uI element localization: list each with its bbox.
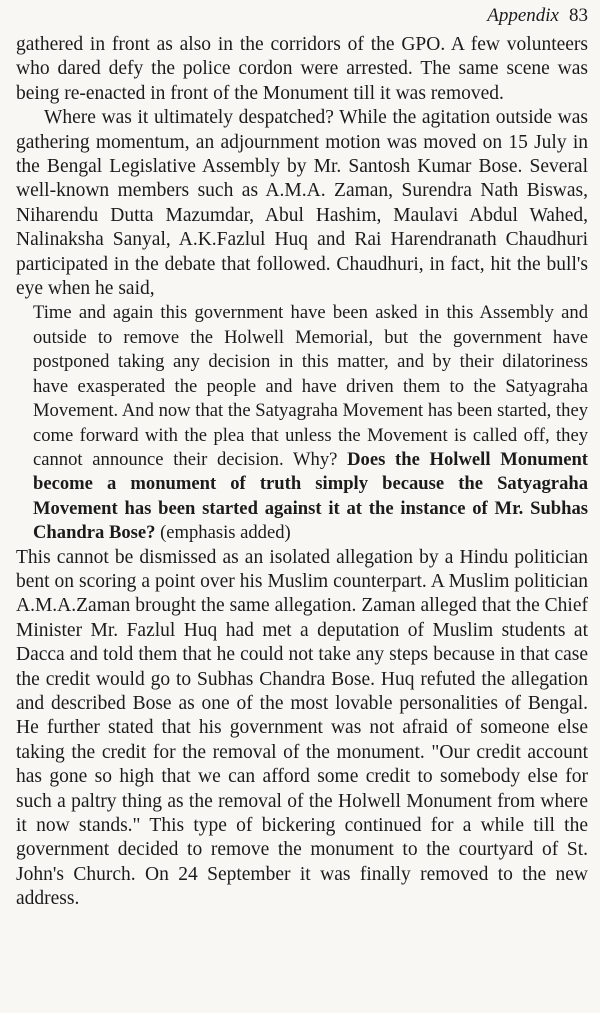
paragraph-adjournment-motion: Where was it ultimately despatched? While the agitation outside was gathering momentum, an adjournment motion was moved on 15 July in the Bengal Legislative Assembly by Mr. Santosh Kumar Bose. Several well-known members such as A.M.A. Zaman, Surendra Nath Biswas, Niharendu Dutta Mazumdar, Abul Hashim, Maulavi Abdul Wahed, Nalinaksha Sanyal, A.K.Fazlul Huq and Rai Harendranath Chaudhuri participated in the debate that followed. Chaudhuri, in fact, hit the bull's eye when he said, bbox=[16, 107, 588, 300]
block-quote bbox=[33, 301, 588, 545]
section-title: Appendix bbox=[487, 5, 559, 26]
quote-why: Why? bbox=[293, 448, 338, 470]
quote-emphasis: Does the Holwell Monument become a monument of truth simply because the Satyagraha Movement has been started against it at the instance of Mr. Subhas Chandra Bose? bbox=[33, 448, 588, 544]
page-number: 83 bbox=[569, 5, 588, 26]
paragraph-allegation: This cannot be dismissed as an isolated allegation by a Hindu politician bent on scoring a point over his Muslim counterpart. A Muslim politician A.M.A.Zaman brought the same allegation. Zaman alleged that the Chief Minister Mr. Fazlul Huq had met a deputation of Muslim students at Dacca and told them that he could not take any steps because in that case the credit would go to Subhas Chandra Bose. Huq refuted the allegation and described Bose as one of the most lovable personalities of Bengal. He further stated that his government was not afraid of someone else taking the credit for the removal of the monument. "Our credit account has gone so high that we can afford some credit to somebody else for such a paltry thing as the removal of the Holwell Monument from where it now stands." This type of bickering continued for a while till the government decided to remove the monument to the courtyard of St. John's Church. On 24 September it was finally removed to the new address. bbox=[16, 546, 588, 910]
running-head bbox=[487, 4, 588, 28]
body-text bbox=[16, 33, 588, 912]
quote-note: (emphasis added) bbox=[160, 522, 291, 544]
quote-text: Time and again this government have been asked in this Assembly and outside to remove the Holwell Memorial, but the government have postponed taking any decision in this matter, and by their dilatoriness have exasperated the people and have driven them to the Satyagraha Movement. And now that the Satyagraha Movement has been started, they come forward with the plea that unless the Movement is called off, they cannot announce their decision. bbox=[33, 302, 588, 470]
paragraph-continued: gathered in front as also in the corridors of the GPO. A few volunteers who dared defy the police cordon were arrested. The same scene was being re-enacted in front of the Monument till it was removed. bbox=[16, 34, 588, 104]
